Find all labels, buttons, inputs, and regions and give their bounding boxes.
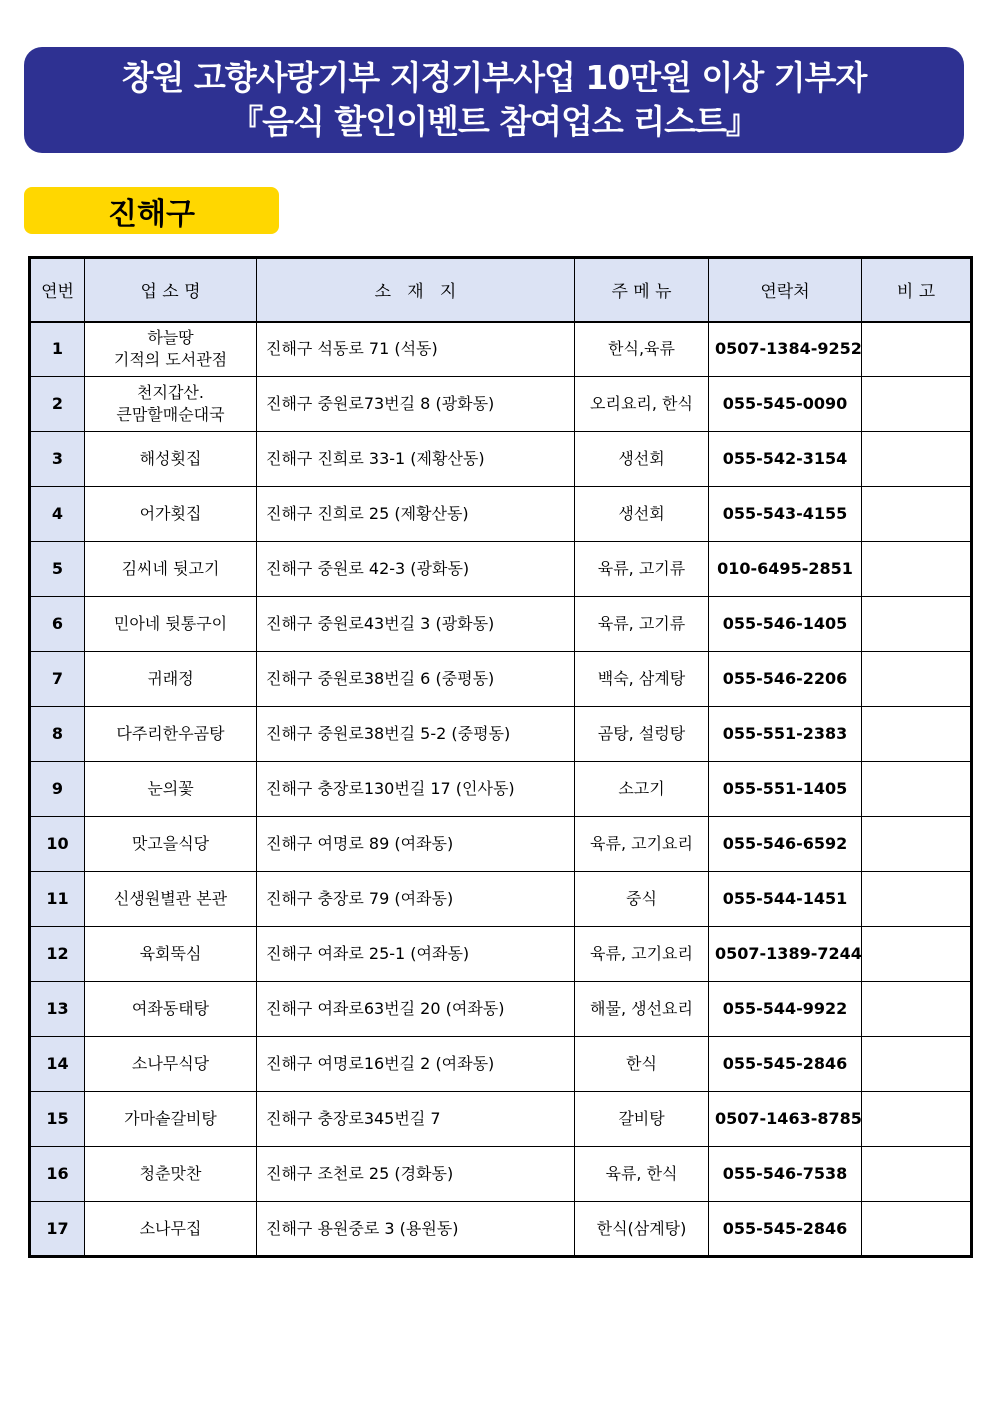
note: [862, 542, 972, 597]
title-line-2: 『음식 할인이벤트 참여업소 리스트』: [230, 102, 758, 141]
store-name: 가마솥갈비탕: [85, 1092, 257, 1147]
store-address: 진해구 중원로38번길 5-2 (중평동): [257, 707, 575, 762]
row-number: 5: [30, 542, 85, 597]
note: [862, 487, 972, 542]
main-menu: 오리요리, 한식: [575, 377, 709, 432]
row-number: 10: [30, 817, 85, 872]
row-number: 8: [30, 707, 85, 762]
phone-number: 055-546-6592: [709, 817, 862, 872]
phone-number: 055-546-2206: [709, 652, 862, 707]
main-menu: 한식,육류: [575, 322, 709, 377]
note: [862, 872, 972, 927]
main-menu: 중식: [575, 872, 709, 927]
note: [862, 1037, 972, 1092]
store-address: 진해구 여명로 89 (여좌동): [257, 817, 575, 872]
row-number: 2: [30, 377, 85, 432]
store-name: 맛고을식당: [85, 817, 257, 872]
store-address: 진해구 중원로 42-3 (광화동): [257, 542, 575, 597]
note: [862, 322, 972, 377]
store-address: 진해구 충장로130번길 17 (인사동): [257, 762, 575, 817]
row-number: 14: [30, 1037, 85, 1092]
table-row: [30, 927, 972, 982]
phone-number: 055-545-0090: [709, 377, 862, 432]
phone-number: 0507-1384-9252: [709, 322, 862, 377]
store-name: 소나무식당: [85, 1037, 257, 1092]
store-address: 진해구 조천로 25 (경화동): [257, 1147, 575, 1202]
table-row: [30, 487, 972, 542]
table-row: [30, 762, 972, 817]
note: [862, 762, 972, 817]
row-number: 3: [30, 432, 85, 487]
main-menu: 생선회: [575, 432, 709, 487]
store-name: 육회뚝심: [85, 927, 257, 982]
store-address: 진해구 중원로38번길 6 (중평동): [257, 652, 575, 707]
store-name: 천지갑산. 큰맘할매순대국: [85, 377, 257, 432]
table-row: [30, 1202, 972, 1257]
note: [862, 377, 972, 432]
note: [862, 597, 972, 652]
main-menu: 한식(삼계탕): [575, 1202, 709, 1257]
store-name: 신생원별관 본관: [85, 872, 257, 927]
phone-number: 055-544-9922: [709, 982, 862, 1037]
row-number: 1: [30, 322, 85, 377]
row-number: 15: [30, 1092, 85, 1147]
phone-number: 055-546-7538: [709, 1147, 862, 1202]
main-menu: 갈비탕: [575, 1092, 709, 1147]
column-header-menu: 주 메 뉴: [575, 258, 709, 322]
store-name: 다주리한우곰탕: [85, 707, 257, 762]
store-name: 김씨네 뒷고기: [85, 542, 257, 597]
table-row: [30, 377, 972, 432]
store-address: 진해구 여좌로 25-1 (여좌동): [257, 927, 575, 982]
main-menu: 육류, 고기류: [575, 597, 709, 652]
note: [862, 817, 972, 872]
store-name: 눈의꽃: [85, 762, 257, 817]
store-list-table: [28, 256, 973, 1258]
main-menu: 한식: [575, 1037, 709, 1092]
store-address: 진해구 석동로 71 (석동): [257, 322, 575, 377]
table-row: [30, 1092, 972, 1147]
table-header-row: [30, 258, 972, 322]
store-address: 진해구 중원로73번길 8 (광화동): [257, 377, 575, 432]
column-header-phone: 연락처: [709, 258, 862, 322]
phone-number: 055-544-1451: [709, 872, 862, 927]
note: [862, 707, 972, 762]
table-row: [30, 982, 972, 1037]
table-row: [30, 652, 972, 707]
main-menu: 육류, 한식: [575, 1147, 709, 1202]
district-label: 진해구: [24, 187, 279, 234]
phone-number: 055-542-3154: [709, 432, 862, 487]
row-number: 12: [30, 927, 85, 982]
column-header-no: 연번: [30, 258, 85, 322]
store-address: 진해구 충장로345번길 7: [257, 1092, 575, 1147]
table-row: [30, 597, 972, 652]
phone-number: 010-6495-2851: [709, 542, 862, 597]
table-row: [30, 707, 972, 762]
phone-number: 0507-1389-7244: [709, 927, 862, 982]
table-row: [30, 1147, 972, 1202]
note: [862, 1202, 972, 1257]
store-name: 청춘맛찬: [85, 1147, 257, 1202]
store-address: 진해구 여좌로63번길 20 (여좌동): [257, 982, 575, 1037]
main-menu: 곰탕, 설렁탕: [575, 707, 709, 762]
store-name: 해성횟집: [85, 432, 257, 487]
table-row: [30, 872, 972, 927]
row-number: 9: [30, 762, 85, 817]
note: [862, 652, 972, 707]
phone-number: 055-545-2846: [709, 1037, 862, 1092]
column-header-note: 비 고: [862, 258, 972, 322]
store-address: 진해구 용원중로 3 (용원동): [257, 1202, 575, 1257]
store-address: 진해구 중원로43번길 3 (광화동): [257, 597, 575, 652]
row-number: 7: [30, 652, 85, 707]
phone-number: 055-551-1405: [709, 762, 862, 817]
note: [862, 982, 972, 1037]
store-name: 소나무집: [85, 1202, 257, 1257]
main-menu: 생선회: [575, 487, 709, 542]
table-row: [30, 322, 972, 377]
phone-number: 0507-1463-8785: [709, 1092, 862, 1147]
phone-number: 055-545-2846: [709, 1202, 862, 1257]
note: [862, 1092, 972, 1147]
store-name: 여좌동태탕: [85, 982, 257, 1037]
store-name: 민아네 뒷통구이: [85, 597, 257, 652]
row-number: 16: [30, 1147, 85, 1202]
store-address: 진해구 진희로 25 (제황산동): [257, 487, 575, 542]
table-row: [30, 432, 972, 487]
table-row: [30, 817, 972, 872]
phone-number: 055-551-2383: [709, 707, 862, 762]
main-menu: 육류, 고기류: [575, 542, 709, 597]
store-address: 진해구 충장로 79 (여좌동): [257, 872, 575, 927]
title-line-1: 창원 고향사랑기부 지정기부사업 10만원 이상 기부자: [121, 58, 867, 97]
note: [862, 927, 972, 982]
note: [862, 1147, 972, 1202]
column-header-address: 소 재 지: [257, 258, 575, 322]
store-name: 어가횟집: [85, 487, 257, 542]
column-header-name: 업 소 명: [85, 258, 257, 322]
main-menu: 소고기: [575, 762, 709, 817]
table-body: [30, 322, 972, 1257]
row-number: 4: [30, 487, 85, 542]
main-menu: 해물, 생선요리: [575, 982, 709, 1037]
row-number: 13: [30, 982, 85, 1037]
main-menu: 육류, 고기요리: [575, 817, 709, 872]
title-banner: [24, 47, 964, 153]
table-row: [30, 1037, 972, 1092]
store-name: 귀래정: [85, 652, 257, 707]
row-number: 11: [30, 872, 85, 927]
store-address: 진해구 여명로16번길 2 (여좌동): [257, 1037, 575, 1092]
main-menu: 백숙, 삼계탕: [575, 652, 709, 707]
row-number: 6: [30, 597, 85, 652]
main-menu: 육류, 고기요리: [575, 927, 709, 982]
table-row: [30, 542, 972, 597]
phone-number: 055-543-4155: [709, 487, 862, 542]
store-name: 하늘땅 기적의 도서관점: [85, 322, 257, 377]
note: [862, 432, 972, 487]
phone-number: 055-546-1405: [709, 597, 862, 652]
store-address: 진해구 진희로 33-1 (제황산동): [257, 432, 575, 487]
row-number: 17: [30, 1202, 85, 1257]
